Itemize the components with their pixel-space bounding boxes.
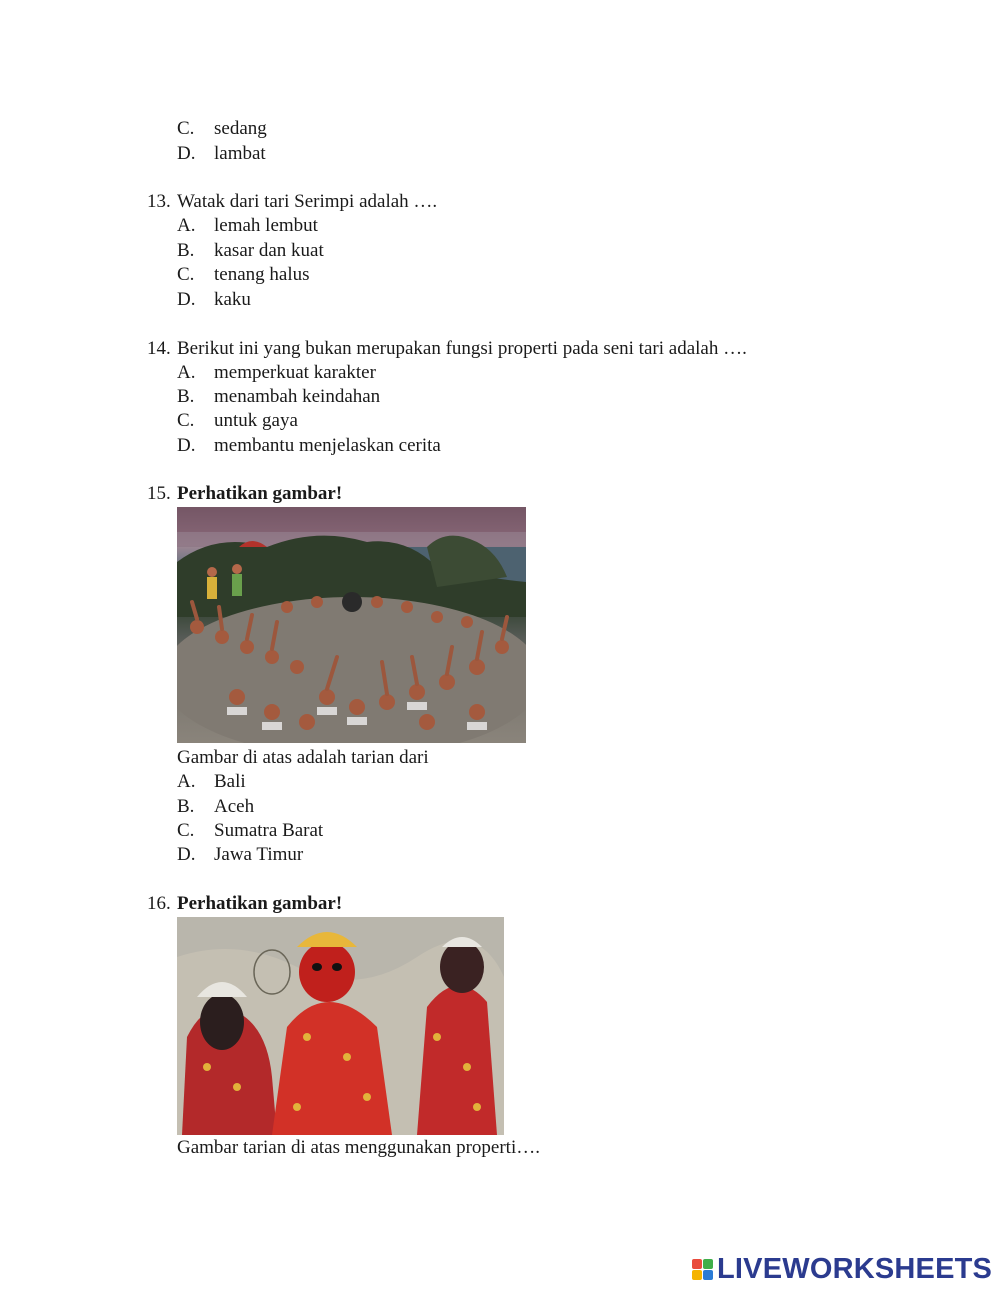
q13-option-a: A. lemah lembut — [177, 215, 318, 236]
q15-option-d: D. Jawa Timur — [177, 844, 304, 865]
logo-square-blue — [703, 1270, 713, 1280]
q15-option-a: A. Bali — [177, 771, 246, 792]
q14-option-a: A. memperkuat karakter — [177, 362, 376, 383]
q14-option-d: D. membantu menjelaskan cerita — [177, 435, 441, 456]
q13-option-b: B. kasar dan kuat — [177, 240, 324, 261]
kecak-dance-photo — [177, 507, 526, 743]
liveworksheets-logo-text: LIVEWORKSHEETS — [717, 1252, 993, 1285]
liveworksheets-logo — [692, 1253, 992, 1285]
kecak-dance-illustration — [177, 507, 526, 743]
q12-option-c: C. sedang — [177, 118, 267, 139]
logo-square-green — [703, 1259, 713, 1269]
q14-option-b: B. menambah keindahan — [177, 386, 381, 407]
masked-dance-painting — [177, 917, 504, 1135]
masked-dance-illustration — [177, 917, 504, 1135]
q13-question: 13. Watak dari tari Serimpi adalah …. — [147, 191, 438, 212]
q15-caption: Gambar di atas adalah tarian dari — [177, 747, 429, 768]
logo-square-yellow — [692, 1270, 702, 1280]
q13-option-c: C. tenang halus — [177, 264, 310, 285]
liveworksheets-logo-mark — [692, 1259, 713, 1280]
logo-square-red — [692, 1259, 702, 1269]
q15-question: 15. Perhatikan gambar! — [147, 483, 343, 504]
q12-option-d: D. lambat — [177, 143, 266, 164]
q16-question: 16. Perhatikan gambar! — [147, 893, 343, 914]
q16-caption: Gambar tarian di atas menggunakan properti…. — [177, 1137, 540, 1158]
q14-option-c: C. untuk gaya — [177, 410, 298, 431]
q13-option-d: D. kaku — [177, 289, 251, 310]
q15-option-c: C. Sumatra Barat — [177, 820, 324, 841]
q15-option-b: B. Aceh — [177, 796, 255, 817]
q14-question: 14. Berikut ini yang bukan merupakan fungsi properti pada seni tari adalah …. — [147, 338, 747, 359]
